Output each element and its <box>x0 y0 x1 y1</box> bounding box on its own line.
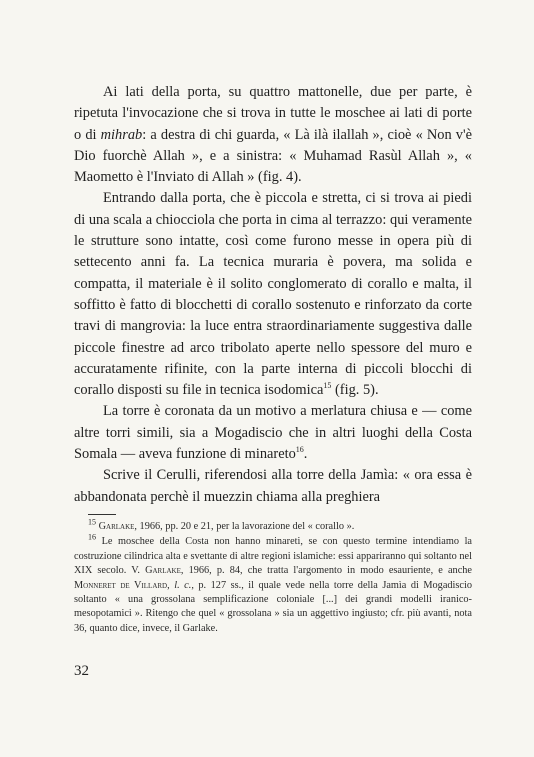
footnote-16-loc-cit: l. c. <box>174 579 192 591</box>
paragraph-3 <box>74 401 472 465</box>
paragraph-4-text: Scrive il Cerulli, riferendosi alla torre della Jamìa: « ora essa è abbandonata perchè il muezzin chiama alla preghiera <box>74 467 472 505</box>
footnote-16-text-a: Le moschee della Costa non hanno minareti, se con questo termine intendiamo la costruzione cilindrica alta e svettante di altre regioni islamiche: essi appariranno qui soltanto nel XIX secolo. V. <box>74 536 472 577</box>
paragraph-1-start: Ai lati della porta, su quattro mattonelle, due per parte, è ripetuta l'invocazione che si trova in tutte le moschee ai lati di porte o di <box>74 84 472 143</box>
paragraph-2 <box>74 188 472 401</box>
footnote-divider <box>88 514 116 515</box>
paragraph-2-text: Entrando dalla porta, che è piccola e stretta, ci si trova ai piedi di una scala a chiocciola che porta in cima al terrazzo: qui veramente le strutture sono intatte, così come furono messe in opera più di settecento anni fa. La tecnica muraria è povera, ma solida e compatta, il materiale è il solito conglomerato di corallo e malta, il soffitto è fatto di blocchetti di corallo sostenuto e rinforzato da corte travi di mangrovia: la luce entra straordinariamente suggestiva dalle piccole finestre ad arco tribolato aperte nello spessore del muro e accuratamente rifinite, con la parte interna di piccoli blocchi di corallo disposti su file in tecnica isodomica <box>74 190 472 399</box>
footnote-ref-15[interactable]: 15 <box>323 381 332 391</box>
paragraph-3-end: . <box>303 446 308 463</box>
paragraph-2-end: (fig. 5). <box>331 382 379 399</box>
page-number: 32 <box>74 663 89 679</box>
footnote-15-author: Garlake <box>98 521 135 532</box>
mihrab-term: mihrab <box>100 126 143 143</box>
footnote-15-text: , 1966, pp. 20 e 21, per la lavorazione del « corallo ». <box>134 521 355 532</box>
footnote-ref-16[interactable]: 16 <box>295 445 304 455</box>
paragraph-1-end: : a destra di chi guarda, « Là ilà ilallah », cioè « Non v'è Dio fuorchè Allah », e a sinistra: « Muhamad Rasùl Allah », « Maometto è l'Inviato di Allah » (fig. 4). <box>74 126 472 186</box>
footnote-16-author-2: Monneret de Villard <box>74 579 168 591</box>
footnote-16-author-1: Garlake <box>145 565 181 577</box>
footnotes <box>74 517 473 636</box>
footnote-16-text-d: , p. 127 ss., il quale vede nella torre della Jamìa di Mogadiscio soltanto « una grossolana semplificazione coloniale [...] dei grandi modelli iranico-mesopotamici ». Ritengo che quel « grossolana » sia un aggettivo ingiusto; cfr. più avanti, nota 36, quanto dice, invece, il Garlake. <box>74 579 473 634</box>
footnote-16-number: 16 <box>88 532 96 542</box>
main-text <box>74 82 472 508</box>
footnote-16-text-b: , 1966, p. 84, che tratta l'argomento in modo esauriente, e anche <box>180 565 472 577</box>
footnote-16-text-c: , <box>167 579 175 591</box>
footnote-15-number: 15 <box>88 517 96 527</box>
footnote-16 <box>74 532 473 636</box>
paragraph-4 <box>74 465 472 508</box>
footnote-15 <box>74 517 472 534</box>
paragraph-1 <box>74 82 472 188</box>
paragraph-3-text: La torre è coronata da un motivo a merlatura chiusa e — come altre torri simili, sia a Mogadiscio che in altri luoghi della Costa Somala — aveva funzione di minareto <box>74 403 472 463</box>
